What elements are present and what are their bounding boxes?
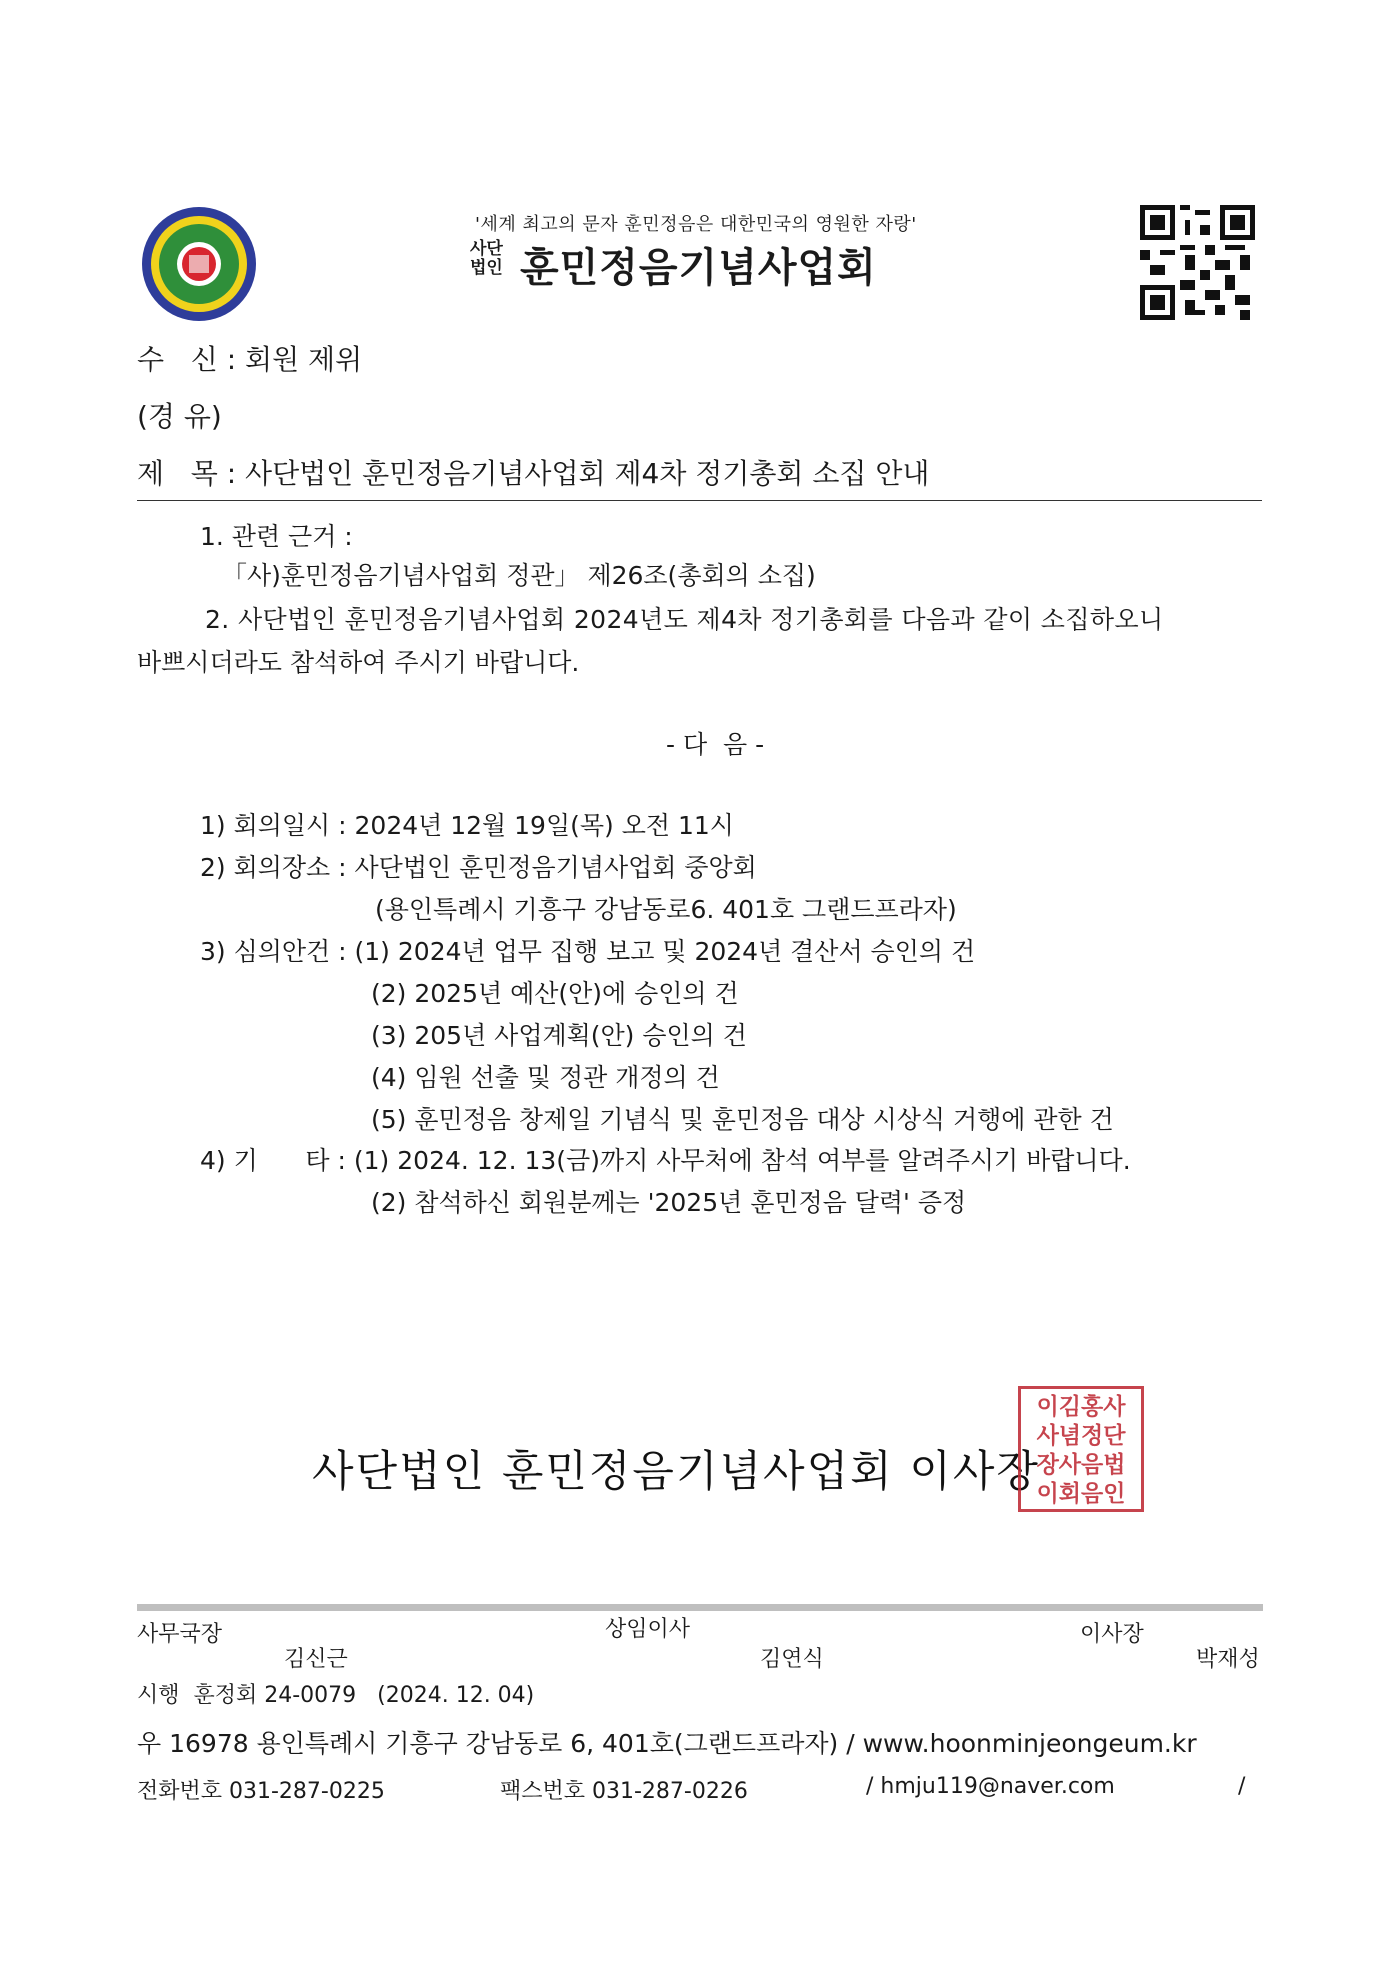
item2-line2: 바쁘시더라도 참석하여 주시기 바랍니다. (137, 648, 580, 677)
phone-number: 전화번호 031-287-0225 (137, 1779, 385, 1804)
recipient-line: 수 신 : 회원 제위 (137, 343, 363, 376)
approval-role-2: 상임이사 (605, 1617, 691, 1642)
seal-row-3: 장사음법 (1036, 1452, 1126, 1478)
meeting-address: (용인특례시 기흥구 강남동로6. 401호 그랜드프라자) (375, 895, 957, 924)
subject-divider (137, 500, 1262, 501)
org-type-top: 사단 (470, 239, 503, 259)
agenda-item-4: (4) 임원 선출 및 정관 개정의 건 (371, 1063, 720, 1092)
email-address: / hmju119@naver.com (866, 1774, 1115, 1799)
org-type-bottom: 법인 (470, 258, 503, 278)
etc-item-2: (2) 참석하신 회원분께는 '2025년 훈민정음 달력' 증정 (371, 1188, 967, 1217)
item2-line1: 2. 사단법인 훈민정음기념사업회 2024년도 제4차 정기총회를 다음과 같이 소집하오니 (205, 605, 1164, 634)
office-address: 우 16978 용인특례시 기흥구 강남동로 6, 401호(그랜드프라자) / www.hoonminjeongeum.kr (137, 1729, 1197, 1758)
signature-line: 사단법인 훈민정음기념사업회 이사장 (312, 1447, 1040, 1497)
seal-row-1: 이김홍사 (1036, 1394, 1126, 1420)
official-red-seal-icon (1018, 1386, 1144, 1512)
org-title: 훈민정음기념사업회 (520, 245, 877, 291)
approval-role-1: 사무국장 (137, 1622, 223, 1647)
approval-name-3: 박재성 (1196, 1647, 1260, 1672)
meeting-date: 1) 회의일시 : 2024년 12월 19일(목) 오전 11시 (200, 811, 734, 840)
item1-detail: 「사)훈민정음기념사업회 정관」 제26조(총회의 소집) (222, 561, 816, 590)
fax-number: 팩스번호 031-287-0226 (500, 1779, 748, 1804)
meeting-place: 2) 회의장소 : 사단법인 훈민정음기념사업회 중앙회 (200, 853, 757, 882)
subject-line: 제 목 : 사단법인 훈민정음기념사업회 제4차 정기총회 소집 안내 (137, 457, 930, 490)
qr-code-icon (1140, 205, 1255, 320)
approval-role-3: 이사장 (1080, 1622, 1144, 1647)
etc-item-1: 4) 기 타 : (1) 2024. 12. 13(금)까지 사무처에 참석 여부를 알려주시기 바랍니다. (200, 1146, 1131, 1175)
agenda-item-1: 3) 심의안건 : (1) 2024년 업무 집행 보고 및 2024년 결산서 승인의 건 (200, 937, 976, 966)
agenda-item-3: (3) 205년 사업계획(안) 승인의 건 (371, 1021, 747, 1050)
approval-divider (137, 1604, 1263, 1611)
via-line: (경 유) (137, 400, 222, 433)
org-type-label (470, 240, 503, 278)
approval-name-2: 김연식 (760, 1647, 824, 1672)
agenda-item-2: (2) 2025년 예산(안)에 승인의 건 (371, 979, 739, 1008)
agenda-item-5: (5) 훈민정음 창제일 기념식 및 훈민정음 대상 시상식 거행에 관한 건 (371, 1105, 1114, 1134)
document-number: 시행 훈정회 24-0079 (2024. 12. 04) (137, 1683, 535, 1708)
footer-trailing-slash: / (1238, 1774, 1246, 1799)
approval-name-1: 김신근 (284, 1647, 348, 1672)
seal-row-4: 이회음인 (1036, 1481, 1126, 1507)
seal-row-2: 사념정단 (1036, 1423, 1126, 1449)
item1-title: 1. 관련 근거 : (200, 522, 353, 551)
slogan: '세계 최고의 문자 훈민정음은 대한민국의 영원한 자랑' (475, 214, 917, 235)
section-heading: - 다 음 - (666, 730, 765, 759)
hunminjeongeum-emblem-icon (140, 205, 258, 323)
